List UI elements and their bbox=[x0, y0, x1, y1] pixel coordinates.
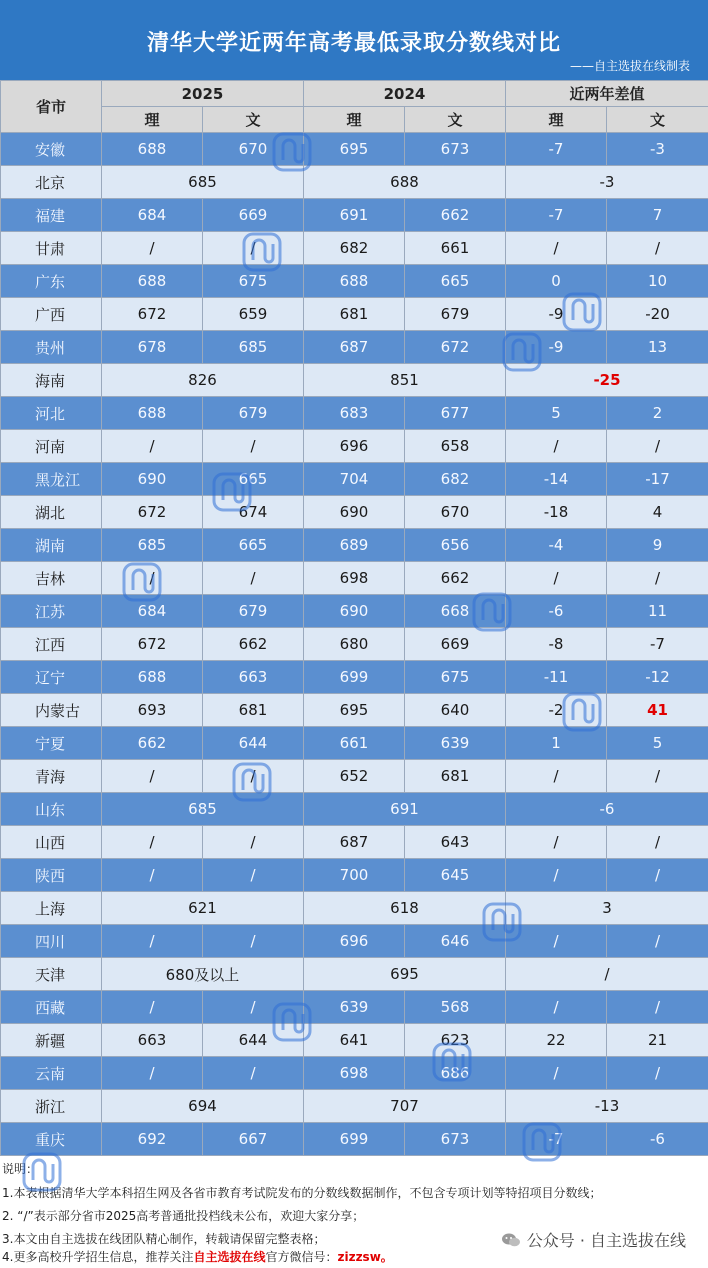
score-2024-wen: 673 bbox=[405, 1123, 506, 1156]
province-cell: 湖南 bbox=[1, 529, 102, 562]
score-2024-wen: 675 bbox=[405, 661, 506, 694]
header-wen-2025: 文 bbox=[203, 107, 304, 133]
table-row bbox=[1, 661, 708, 694]
province-cell: 天津 bbox=[1, 958, 102, 991]
table-row bbox=[1, 562, 708, 595]
province-cell: 宁夏 bbox=[1, 727, 102, 760]
score-2025-wen: 665 bbox=[203, 463, 304, 496]
score-2024-li: 704 bbox=[304, 463, 405, 496]
diff-merged: / bbox=[506, 958, 708, 991]
score-2024-li: 652 bbox=[304, 760, 405, 793]
table-row bbox=[1, 727, 708, 760]
notes bbox=[0, 1156, 708, 1268]
table-row bbox=[1, 133, 708, 166]
score-2025-merged: 685 bbox=[102, 793, 304, 826]
score-2025-wen: 685 bbox=[203, 331, 304, 364]
score-2025-wen: / bbox=[203, 562, 304, 595]
diff-wen: / bbox=[607, 859, 708, 892]
score-2024-li: 690 bbox=[304, 595, 405, 628]
diff-li: -4 bbox=[506, 529, 607, 562]
score-2025-li: 672 bbox=[102, 628, 203, 661]
score-2025-li: 690 bbox=[102, 463, 203, 496]
score-2024-li: 639 bbox=[304, 991, 405, 1024]
score-2025-li: / bbox=[102, 232, 203, 265]
score-2025-li: / bbox=[102, 859, 203, 892]
diff-li: 1 bbox=[506, 727, 607, 760]
diff-li: 5 bbox=[506, 397, 607, 430]
score-2025-wen: / bbox=[203, 826, 304, 859]
header-diff: 近两年差值 bbox=[506, 81, 708, 107]
score-2024-wen: 679 bbox=[405, 298, 506, 331]
province-cell: 西藏 bbox=[1, 991, 102, 1024]
score-2025-merged: 680及以上 bbox=[102, 958, 304, 991]
diff-wen: 7 bbox=[607, 199, 708, 232]
table-row bbox=[1, 925, 708, 958]
diff-wen: -12 bbox=[607, 661, 708, 694]
score-2025-li: / bbox=[102, 430, 203, 463]
diff-li: / bbox=[506, 760, 607, 793]
score-2025-li: 678 bbox=[102, 331, 203, 364]
diff-merged: -13 bbox=[506, 1090, 708, 1123]
header-wen-diff: 文 bbox=[607, 107, 708, 133]
score-2024-li: 699 bbox=[304, 1123, 405, 1156]
province-cell: 青海 bbox=[1, 760, 102, 793]
score-2025-wen: 644 bbox=[203, 1024, 304, 1057]
score-2025-li: / bbox=[102, 826, 203, 859]
score-2024-wen: 681 bbox=[405, 760, 506, 793]
score-2024-wen: 568 bbox=[405, 991, 506, 1024]
diff-wen: 9 bbox=[607, 529, 708, 562]
province-cell: 河南 bbox=[1, 430, 102, 463]
diff-wen: 11 bbox=[607, 595, 708, 628]
score-2025-wen: / bbox=[203, 760, 304, 793]
score-2025-wen: / bbox=[203, 1057, 304, 1090]
diff-wen: -20 bbox=[607, 298, 708, 331]
diff-merged: 3 bbox=[506, 892, 708, 925]
table-row bbox=[1, 1057, 708, 1090]
note-4-brand: 自主选拔在线 bbox=[193, 1250, 266, 1264]
diff-li: -18 bbox=[506, 496, 607, 529]
table-row bbox=[1, 595, 708, 628]
header-li-diff: 理 bbox=[506, 107, 607, 133]
diff-li: -9 bbox=[506, 298, 607, 331]
diff-wen: 5 bbox=[607, 727, 708, 760]
score-2024-li: 682 bbox=[304, 232, 405, 265]
score-2025-wen: / bbox=[203, 859, 304, 892]
diff-wen: 41 bbox=[607, 694, 708, 727]
province-cell: 内蒙古 bbox=[1, 694, 102, 727]
score-2024-li: 696 bbox=[304, 430, 405, 463]
table-row bbox=[1, 529, 708, 562]
score-2024-li: 696 bbox=[304, 925, 405, 958]
score-2024-li: 687 bbox=[304, 826, 405, 859]
score-2024-li: 687 bbox=[304, 331, 405, 364]
note-4-end: 。 bbox=[380, 1250, 393, 1264]
score-2025-li: / bbox=[102, 562, 203, 595]
province-cell: 重庆 bbox=[1, 1123, 102, 1156]
score-2024-li: 681 bbox=[304, 298, 405, 331]
note-3: 3.本文由自主选拔在线团队精心制作，转载请保留完整表格； bbox=[2, 1232, 326, 1246]
province-cell: 河北 bbox=[1, 397, 102, 430]
province-cell: 上海 bbox=[1, 892, 102, 925]
province-cell: 山东 bbox=[1, 793, 102, 826]
province-cell: 湖北 bbox=[1, 496, 102, 529]
diff-wen: / bbox=[607, 826, 708, 859]
score-2025-wen: / bbox=[203, 925, 304, 958]
score-2024-merged: 618 bbox=[304, 892, 506, 925]
diff-li: / bbox=[506, 859, 607, 892]
province-cell: 广东 bbox=[1, 265, 102, 298]
diff-li: 22 bbox=[506, 1024, 607, 1057]
table-row bbox=[1, 694, 708, 727]
score-2024-wen: 623 bbox=[405, 1024, 506, 1057]
province-cell: 江西 bbox=[1, 628, 102, 661]
score-2025-wen: 669 bbox=[203, 199, 304, 232]
diff-li: 0 bbox=[506, 265, 607, 298]
diff-li: -7 bbox=[506, 1123, 607, 1156]
diff-merged: -25 bbox=[506, 364, 708, 397]
province-cell: 江苏 bbox=[1, 595, 102, 628]
score-2025-wen: / bbox=[203, 991, 304, 1024]
score-2024-wen: 643 bbox=[405, 826, 506, 859]
province-cell: 甘肃 bbox=[1, 232, 102, 265]
score-2024-li: 661 bbox=[304, 727, 405, 760]
score-2025-li: 688 bbox=[102, 397, 203, 430]
diff-li: -2 bbox=[506, 694, 607, 727]
province-cell: 新疆 bbox=[1, 1024, 102, 1057]
credit-line: ——自主选拔在线制表 bbox=[569, 59, 690, 73]
score-2025-li: 662 bbox=[102, 727, 203, 760]
score-2025-wen: 644 bbox=[203, 727, 304, 760]
table-row bbox=[1, 1024, 708, 1057]
page-title: 清华大学近两年高考最低录取分数线对比 bbox=[146, 31, 561, 56]
score-2024-wen: 669 bbox=[405, 628, 506, 661]
score-2025-wen: / bbox=[203, 232, 304, 265]
score-2024-li: 688 bbox=[304, 265, 405, 298]
score-2024-li: 690 bbox=[304, 496, 405, 529]
table-row bbox=[1, 826, 708, 859]
score-2024-wen: 662 bbox=[405, 562, 506, 595]
score-2025-li: 688 bbox=[102, 661, 203, 694]
province-cell: 广西 bbox=[1, 298, 102, 331]
header-wen-2024: 文 bbox=[405, 107, 506, 133]
score-2025-wen: 663 bbox=[203, 661, 304, 694]
score-2025-li: 688 bbox=[102, 265, 203, 298]
table-row bbox=[1, 199, 708, 232]
diff-wen: -6 bbox=[607, 1123, 708, 1156]
diff-li: -11 bbox=[506, 661, 607, 694]
province-cell: 海南 bbox=[1, 364, 102, 397]
score-2025-merged: 694 bbox=[102, 1090, 304, 1123]
score-2024-merged: 695 bbox=[304, 958, 506, 991]
score-2025-wen: 659 bbox=[203, 298, 304, 331]
score-2024-wen: 640 bbox=[405, 694, 506, 727]
score-2025-li: / bbox=[102, 991, 203, 1024]
score-2024-wen: 677 bbox=[405, 397, 506, 430]
score-2024-wen: 656 bbox=[405, 529, 506, 562]
score-2025-merged: 621 bbox=[102, 892, 304, 925]
diff-li: / bbox=[506, 232, 607, 265]
note-2: 2. “/”表示部分省市2025高考普通批投档线未公布，欢迎大家分享； bbox=[2, 1209, 365, 1223]
score-2025-wen: 674 bbox=[203, 496, 304, 529]
score-2025-li: 663 bbox=[102, 1024, 203, 1057]
diff-wen: -7 bbox=[607, 628, 708, 661]
diff-wen: / bbox=[607, 991, 708, 1024]
diff-li: -7 bbox=[506, 199, 607, 232]
score-2024-wen: 670 bbox=[405, 496, 506, 529]
diff-li: -9 bbox=[506, 331, 607, 364]
diff-li: / bbox=[506, 562, 607, 595]
diff-wen: 2 bbox=[607, 397, 708, 430]
note-1: 1.本表根据清华大学本科招生网及各省市教育考试院发布的分数线数据制作，不包含专项计划等特招项目分数线； bbox=[2, 1186, 602, 1200]
score-2024-wen: 686 bbox=[405, 1057, 506, 1090]
score-2024-wen: 673 bbox=[405, 133, 506, 166]
score-2024-li: 691 bbox=[304, 199, 405, 232]
diff-wen: / bbox=[607, 232, 708, 265]
province-cell: 贵州 bbox=[1, 331, 102, 364]
score-2024-merged: 851 bbox=[304, 364, 506, 397]
score-2025-li: 688 bbox=[102, 133, 203, 166]
province-cell: 福建 bbox=[1, 199, 102, 232]
score-2024-li: 700 bbox=[304, 859, 405, 892]
score-2025-merged: 685 bbox=[102, 166, 304, 199]
score-2024-wen: 661 bbox=[405, 232, 506, 265]
score-2025-li: / bbox=[102, 1057, 203, 1090]
score-2024-wen: 682 bbox=[405, 463, 506, 496]
score-2025-li: 684 bbox=[102, 595, 203, 628]
score-2024-li: 680 bbox=[304, 628, 405, 661]
note-4-text: 4.更多高校升学招生信息，推荐关注 bbox=[2, 1250, 194, 1264]
province-cell: 陕西 bbox=[1, 859, 102, 892]
table-row bbox=[1, 991, 708, 1024]
score-2025-wen: 662 bbox=[203, 628, 304, 661]
score-2024-wen: 668 bbox=[405, 595, 506, 628]
diff-wen: 13 bbox=[607, 331, 708, 364]
table-row bbox=[1, 331, 708, 364]
score-2024-li: 695 bbox=[304, 694, 405, 727]
header-2025: 2025 bbox=[102, 81, 304, 107]
header-province: 省市 bbox=[1, 81, 102, 133]
score-2024-merged: 691 bbox=[304, 793, 506, 826]
table-row bbox=[1, 958, 708, 991]
score-2024-li: 683 bbox=[304, 397, 405, 430]
table-row bbox=[1, 859, 708, 892]
score-2025-wen: 679 bbox=[203, 595, 304, 628]
score-2025-li: 685 bbox=[102, 529, 203, 562]
table-row bbox=[1, 463, 708, 496]
score-2025-li: / bbox=[102, 760, 203, 793]
table-row bbox=[1, 892, 708, 925]
score-2025-li: 672 bbox=[102, 496, 203, 529]
province-cell: 北京 bbox=[1, 166, 102, 199]
diff-merged: -3 bbox=[506, 166, 708, 199]
province-cell: 山西 bbox=[1, 826, 102, 859]
score-2025-merged: 826 bbox=[102, 364, 304, 397]
header-li-2024: 理 bbox=[304, 107, 405, 133]
score-2025-wen: 681 bbox=[203, 694, 304, 727]
score-2024-merged: 707 bbox=[304, 1090, 506, 1123]
score-2025-wen: / bbox=[203, 430, 304, 463]
diff-li: / bbox=[506, 991, 607, 1024]
table-row bbox=[1, 1090, 708, 1123]
province-cell: 浙江 bbox=[1, 1090, 102, 1123]
score-2024-merged: 688 bbox=[304, 166, 506, 199]
wechat-icon bbox=[501, 1232, 521, 1248]
note-4-label: 官方微信号： bbox=[265, 1250, 338, 1264]
score-2024-wen: 646 bbox=[405, 925, 506, 958]
score-2024-li: 698 bbox=[304, 562, 405, 595]
score-2024-li: 698 bbox=[304, 1057, 405, 1090]
diff-wen: / bbox=[607, 760, 708, 793]
diff-wen: / bbox=[607, 1057, 708, 1090]
table-row bbox=[1, 793, 708, 826]
province-cell: 云南 bbox=[1, 1057, 102, 1090]
score-2024-li: 689 bbox=[304, 529, 405, 562]
note-4-account: zizzsw bbox=[337, 1250, 381, 1264]
score-2025-wen: 679 bbox=[203, 397, 304, 430]
score-2025-wen: 670 bbox=[203, 133, 304, 166]
province-cell: 辽宁 bbox=[1, 661, 102, 694]
note-4 bbox=[2, 1248, 393, 1265]
score-2025-wen: 665 bbox=[203, 529, 304, 562]
diff-wen: -17 bbox=[607, 463, 708, 496]
table-row bbox=[1, 166, 708, 199]
score-2025-wen: 675 bbox=[203, 265, 304, 298]
table-body bbox=[1, 133, 708, 1156]
diff-wen: / bbox=[607, 925, 708, 958]
table-row bbox=[1, 298, 708, 331]
score-2025-li: 692 bbox=[102, 1123, 203, 1156]
score-2025-wen: 667 bbox=[203, 1123, 304, 1156]
diff-li: -14 bbox=[506, 463, 607, 496]
score-2025-li: 672 bbox=[102, 298, 203, 331]
table-row bbox=[1, 364, 708, 397]
notes-head: 说明： bbox=[2, 1162, 39, 1176]
table-row bbox=[1, 265, 708, 298]
score-2025-li: 693 bbox=[102, 694, 203, 727]
province-cell: 安徽 bbox=[1, 133, 102, 166]
score-2024-wen: 645 bbox=[405, 859, 506, 892]
diff-li: / bbox=[506, 826, 607, 859]
diff-li: -6 bbox=[506, 595, 607, 628]
score-2024-li: 641 bbox=[304, 1024, 405, 1057]
score-table bbox=[0, 80, 708, 1156]
score-2024-wen: 665 bbox=[405, 265, 506, 298]
table-row bbox=[1, 1123, 708, 1156]
table-row bbox=[1, 628, 708, 661]
brand-footer bbox=[501, 1228, 686, 1251]
score-2025-li: 684 bbox=[102, 199, 203, 232]
table-row bbox=[1, 760, 708, 793]
header-2024: 2024 bbox=[304, 81, 506, 107]
diff-li: / bbox=[506, 1057, 607, 1090]
diff-wen: 4 bbox=[607, 496, 708, 529]
brand-text: 公众号 · 自主选拔在线 bbox=[526, 1231, 686, 1250]
score-2024-wen: 639 bbox=[405, 727, 506, 760]
diff-wen: -3 bbox=[607, 133, 708, 166]
diff-merged: -6 bbox=[506, 793, 708, 826]
diff-wen: 10 bbox=[607, 265, 708, 298]
diff-li: -8 bbox=[506, 628, 607, 661]
diff-li: / bbox=[506, 925, 607, 958]
province-cell: 吉林 bbox=[1, 562, 102, 595]
score-2024-wen: 662 bbox=[405, 199, 506, 232]
table-row bbox=[1, 496, 708, 529]
diff-wen: / bbox=[607, 562, 708, 595]
score-2024-wen: 672 bbox=[405, 331, 506, 364]
diff-wen: / bbox=[607, 430, 708, 463]
score-2024-wen: 658 bbox=[405, 430, 506, 463]
table-row bbox=[1, 232, 708, 265]
diff-wen: 21 bbox=[607, 1024, 708, 1057]
score-2024-li: 695 bbox=[304, 133, 405, 166]
province-cell: 四川 bbox=[1, 925, 102, 958]
province-cell: 黑龙江 bbox=[1, 463, 102, 496]
table-row bbox=[1, 397, 708, 430]
header-li-2025: 理 bbox=[102, 107, 203, 133]
diff-li: -7 bbox=[506, 133, 607, 166]
table-row bbox=[1, 430, 708, 463]
score-2025-li: / bbox=[102, 925, 203, 958]
diff-li: / bbox=[506, 430, 607, 463]
score-2024-li: 699 bbox=[304, 661, 405, 694]
